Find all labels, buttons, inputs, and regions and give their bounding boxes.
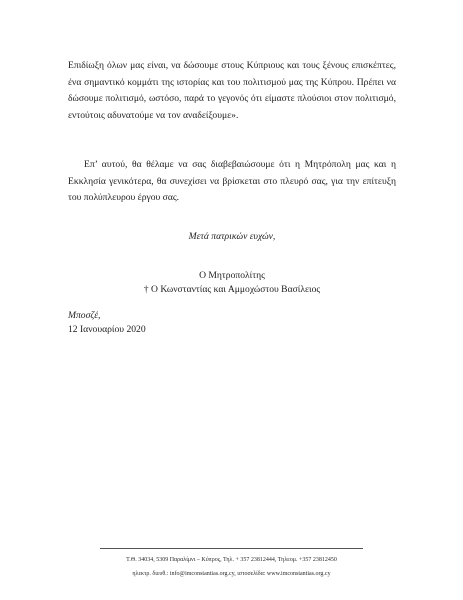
footer-address: Τ.Θ. 34034, 5309 Παραλίμνι – Κύπρος, Τηλ. + 357 23812444, Τηλεομ. +357 23812450 bbox=[126, 557, 337, 563]
signature-name: † Ο Κωνσταντίας και Αμμοχώστου Βασίλειος bbox=[143, 284, 321, 295]
letter-place: Μποσζέ, bbox=[68, 310, 101, 321]
signature-title: Ο Μητροπολίτης bbox=[199, 270, 265, 281]
footer-divider bbox=[100, 548, 363, 549]
closing-salutation: Μετά πατρικών ευχών, bbox=[188, 231, 276, 242]
body-paragraph-1: Επιδίωξη όλων μας είναι, να δώσουμε στους Κύπριους και τους ξένους επισκέπτες, ένα σημαντικό κομμάτι της ιστορίας και του πολιτισμού μας της Κύπρου. Πρέπει να δώσουμε πολιτισμό, ωστόσο, παρά το γεγονός ότι είμαστε πλούσιοι στον πολιτισμό, εντούτοις αδυνατούμε να τον αναδείξουμε». bbox=[68, 60, 396, 121]
footer-contact: ηλεκτρ. διευθ.: info@imconstantias.org.cy, ιστοσελίδα: www.imconstantias.org.cy bbox=[132, 571, 331, 577]
letter-date: 12 Ιανουαρίου 2020 bbox=[68, 324, 146, 335]
body-paragraph-2: Επ’ αυτού, θα θέλαμε να σας διαβεβαιώσουμε ότι η Μητρόπολη μας και η Εκκλησία γενικότερα, θα συνεχίσει να βρίσκεται στο πλευρό σας, για την επίτευξη του πολύπλευρου έργου σας. bbox=[68, 159, 396, 204]
